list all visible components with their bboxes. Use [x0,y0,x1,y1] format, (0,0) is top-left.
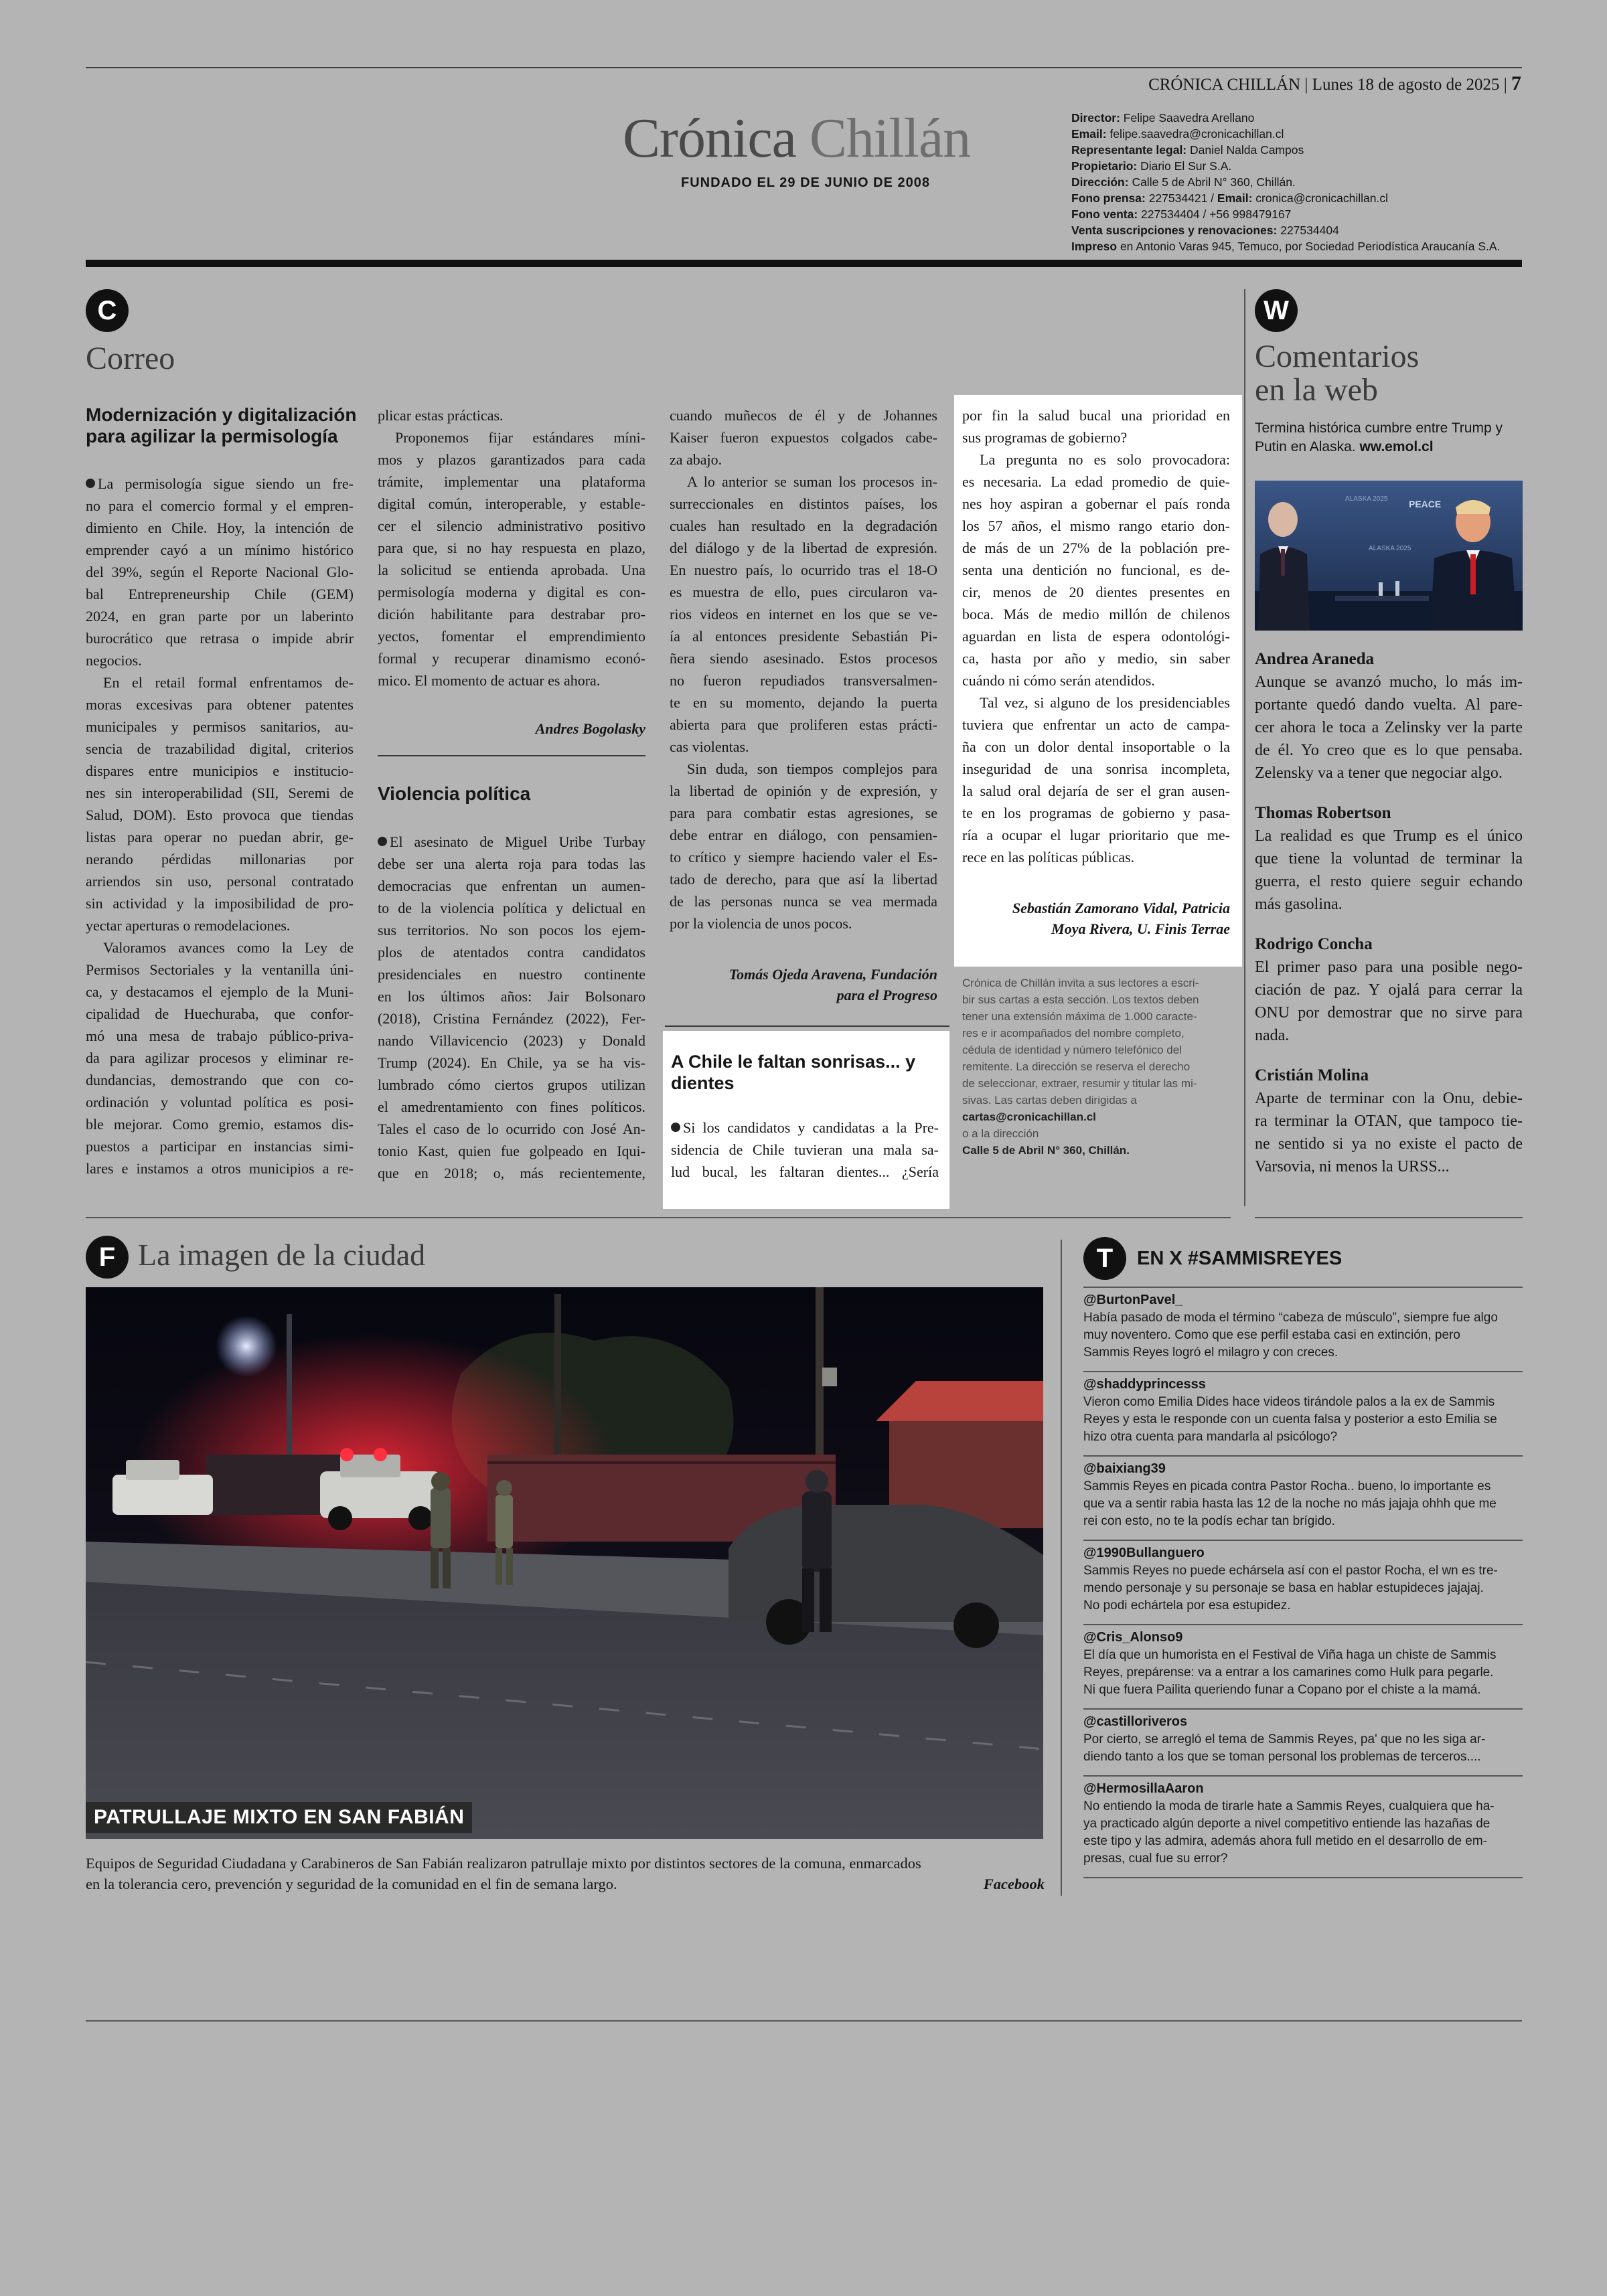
text-line: por fin la salud bucal una prioridad en [962,407,1230,424]
letter3-signature [962,898,1230,939]
tweet-line: Por cierto, se arregló el tema de Sammis Reyes, pa' que no les siga ar- [1083,1732,1486,1746]
letter2-signature-line1: Tomás Ojeda Aravena, Fundación [729,966,937,983]
letter1-signature: Andres Bogolasky [535,720,645,737]
text-line: no fueron repudiados transversalmen- [670,672,937,689]
text-line: para para combatir estas agresiones, se [670,805,937,821]
staff-line: Venta suscripciones y renovaciones: 227534404 [1071,224,1339,237]
text-line: cer el silencio administrativo positivo [378,517,645,534]
text-line: sus territorios. No son pocos los ejem- [378,922,645,938]
web-badge: W [1255,289,1298,332]
staff-line: Director: Felipe Saavedra Arellano [1071,111,1255,125]
photo-caption-line2: en la tolerancia cero, prevención y seguridad de la comunidad en el fin de semana largo. [86,1876,617,1892]
text-line: nando Villavicencio (2023) y Donald [378,1032,645,1049]
text-line: ordinación y voluntad política es posi- [86,1094,354,1111]
correo-badge: C [86,289,129,332]
comment-line: Zelensky va a tener que negociar algo. [1255,764,1503,782]
comment-line: ne sentido si ya no existe el pacto de [1255,1135,1523,1153]
text-line: moras excesivas para obtener patentes [86,696,354,713]
comment-line: ciación de paz. Y ojalá para cerrar la [1255,981,1523,999]
staff-box [1071,110,1500,254]
top-rule [86,67,1522,68]
tweet-divider [1083,1371,1523,1372]
letter3-signature-line2: Moya Rivera, U. Finis Terrae [1051,920,1230,937]
section-rule-left [86,1217,1231,1218]
web-intro [1255,419,1523,457]
folio-page: 7 [1511,72,1521,94]
text-line: mos y plazos garantizados para cada [378,451,645,468]
letter2-signature [670,964,937,1005]
text-line: lares e instamos a otros municipios a re- [86,1160,354,1177]
tweet-line: Sammis Reyes logró el milagro y con creces. [1083,1345,1338,1360]
text-line: listas para operar no puedan abrir, ge- [86,829,354,845]
text-line: es muestra de ello, pues circularon va- [670,584,937,600]
web-comment [1255,1064,1523,1178]
summit-photo-illustration [1255,481,1523,631]
tweet [1083,1375,1523,1446]
text-line: no para el comercio formal y el empren- [86,497,354,514]
letter-divider [665,1026,949,1027]
text-line: tuviera que enfrentar un acto de campa- [962,716,1230,733]
text-line: mico. El momento de actuar es ahora. [378,672,601,689]
text-line: cuales han resultado en la degradación [670,517,937,534]
web-title-line2: en la web [1255,372,1378,408]
tweet-line: Había pasado de moda el término “cabeza de músculo”, siempre fue algo [1083,1311,1498,1325]
tweet-line: Sammis Reyes no puede echársela así con el pastor Rocha, el wn es tre- [1083,1564,1498,1578]
web-title-line1: Comentarios [1255,339,1420,374]
text-line: sus programas de gobierno? [962,429,1128,446]
text-line: inseguridad de una sonrisa incompleta, [962,760,1230,777]
tweet-line: rei con esto, no te la podís echar tan brígido. [1083,1514,1336,1528]
photo-caption [86,1853,1045,1894]
web-comment [1255,933,1523,1047]
tweet-handle[interactable]: @baixiang39 [1083,1461,1166,1476]
letter1-headline: Modernización y digitalización para agilizar la permisología [86,404,357,446]
tweet-line: Sammis Reyes en picada contra Pastor Rocha.. bueno, lo importante es [1083,1479,1491,1493]
notice-email-link[interactable]: cartas@cronicachillan.cl [962,1111,1096,1123]
tweet-line: No entiendo la moda de tirarle hate a Sammis Reyes, cualquiera que ha- [1083,1799,1495,1813]
text-line: sin actividad y la imposibilidad de pro- [86,895,354,912]
text-line: por la violencia de unos pocos. [670,915,852,932]
text-line: En nuestro país, lo ocurrido tras el 18-O [670,562,937,578]
notice-line: Crónica de Chillán invita a sus lectores a escri- [962,977,1199,989]
text-line: debe ser una alerta roja para todas las [378,855,645,872]
text-line: la salud oral dejaría de ser el gran ausen- [962,783,1230,799]
notice-line: bir sus cartas a esta sección. Los textos deben [962,993,1199,1006]
text-line: bal Entrepreneurship Chile (GEM) [86,586,354,602]
tweet-divider [1083,1708,1523,1710]
text-line: rece en las políticas públicas. [962,849,1135,866]
comment-line: de él. Yo creo que es lo que pensaba. [1255,742,1523,759]
text-line: Tal vez, si alguno de los presidenciables [980,694,1230,711]
text-line: de las personas nunca se vea mermada [670,893,937,910]
letter2-headline: Violencia política [378,783,531,804]
city-photo [86,1287,1043,1839]
notice-line: tener una extensión máxima de 1.000 caracte- [962,1010,1197,1023]
twitter-badge: T [1083,1237,1126,1280]
text-line: La permisología sigue siendo un fre- [86,473,354,495]
bottom-rule [86,2020,1522,2022]
masthead-founded: FUNDADO EL 29 DE JUNIO DE 2008 [681,175,930,190]
text-line: dispares entre municipios e institucio- [86,762,354,779]
staff-line: Dirección: Calle 5 de Abril N° 360, Chillán. [1071,175,1296,189]
text-line: La pregunta no es solo provocadora: [980,451,1230,468]
text-line: da para agilizar procesos y eliminar re- [86,1050,354,1066]
comment-line: ONU por demostrar que no sirve para [1255,1004,1523,1021]
tweet-divider [1083,1877,1523,1878]
text-line: cas violentas. [670,738,749,755]
staff-line: Email: felipe.saavedra@cronicachillan.cl [1071,127,1284,141]
city-photo-illustration [86,1287,1043,1839]
text-line: en los últimos años: Jair Bolsonaro [378,988,645,1005]
text-line: nes hoy aspiran a gobernar el país ronda [962,495,1230,512]
text-line: tonio Kast, quien fue golpeado en Iqui- [378,1143,645,1159]
text-line: el amedrentamiento con fines políticos. [378,1098,645,1115]
text-line: rios videos en internet en los que se ve- [670,606,937,623]
tweet-handle[interactable]: @castilloriveros [1083,1714,1188,1729]
text-line: (2018), Cristina Fernández (2022), Fer- [378,1010,645,1027]
tweet-divider [1083,1540,1523,1541]
web-comment [1255,648,1523,785]
tweet [1083,1544,1523,1615]
text-line: Tales el caso de lo ocurrido con José An- [378,1121,645,1137]
text-line: yectos, fomentar el emprendimiento [378,628,645,645]
imagen-badge: F [86,1236,129,1279]
text-line: emprender cayó a un mínimo histórico [86,542,354,558]
text-line: dundancias, demostrando que con co- [86,1072,354,1088]
staff-line: Impreso en Antonio Varas 945, Temuco, por Sociedad Periodística Araucanía S.A. [1071,240,1501,253]
text-line: 2024, en gran parte por un laberinto [86,608,354,625]
letter1-body-continued [378,404,645,691]
tweet [1083,1779,1523,1868]
web-source-link[interactable]: ww.emol.cl [1355,439,1434,455]
notice-or: o a la dirección [962,1127,1039,1140]
tweet-divider [1083,1624,1523,1625]
letter-divider [378,755,645,756]
text-line: cir, menos de 20 dientes presentes en [962,584,1230,600]
tweet-line: El día que un humorista en el Festival de Viña haga un chiste de Sammis [1083,1648,1497,1662]
tweet-handle[interactable]: @1990Bullanguero [1083,1546,1205,1560]
text-line: ña con un dolor dental insoportable o la [962,738,1230,755]
comment-line: portante quedó dando vuelta. Al pare- [1255,696,1523,714]
tweet-line: No podi echártela por esa estupidez. [1083,1598,1291,1613]
section-rule-right [1255,1217,1523,1218]
notice-line: cédula de identidad y número telefónico del [962,1044,1182,1056]
summit-photo [1255,481,1523,631]
tweet-line: mendo personaje y su personaje se basa en hablar estupideces jajajaj. [1083,1581,1484,1595]
text-line: los 57 años, el mismo rango etario don- [962,517,1230,534]
tweet-divider [1083,1775,1523,1777]
text-line: para que, si no hay respuesta en plazo, [378,540,645,556]
text-line: Valoramos avances como la Ley de [103,939,354,956]
tweet-handle[interactable]: @BurtonPavel_ [1083,1293,1183,1307]
photo-backdrop-text-c: ALASKA 2025 [1369,545,1411,552]
text-line: que en 2018; o, más recientemente, [378,1165,645,1181]
text-line: ía al entonces presidente Sebastián Pi- [670,628,937,645]
web-intro-text: Termina histórica cumbre entre Trump y Putin en Alaska. [1255,420,1503,455]
text-line: permisología moderna y digital es con- [378,584,645,600]
comment-author: Andrea Araneda [1255,650,1375,668]
tweet-handle[interactable]: @Cris_Alonso9 [1083,1630,1183,1645]
letter3-body-continued [962,404,1230,868]
text-line: arriendos sin uso, personal contratado [86,873,354,890]
text-line: del 39%, según el Reporte Nacional Glo- [86,564,354,580]
staff-line: Propietario: Diario El Sur S.A. [1071,159,1232,173]
text-line: sidencia de Chile tuvieran una mala sa- [671,1141,939,1158]
comment-line: que tiene la voluntad de terminar la [1255,850,1523,868]
text-line: cipalidad de Huechuraba, que confor- [86,1005,354,1022]
text-line: abierta para que proliferen estas prácti- [670,716,937,733]
text-line: cuando muñecos de él y de Johannes [670,407,937,424]
tweet [1083,1628,1523,1699]
text-line: trámite, implementar una plataforma [378,473,645,490]
text-line: mó una mesa de trabajo público-priva- [86,1028,354,1044]
tweet [1083,1712,1523,1766]
text-line: sencia de trazabilidad digital, criterios [86,740,354,757]
tweet-line: muy noventero. Como que ese perfil estaba casi en extinción, pero [1083,1328,1460,1342]
tweet-divider [1083,1455,1523,1457]
tweet-line: Vieron como Emilia Dides hace videos tirándole palos a la ex de Sammis [1083,1395,1495,1409]
letter2-signature-line2: para el Progreso [836,987,937,1003]
photo-backdrop-text-b: PEACE [1409,499,1442,509]
text-line: Salud, DOM). Esto provoca que tiendas [86,807,354,823]
notice-line: remitente. La dirección se reserva el derecho [962,1060,1191,1073]
letters-notice [962,975,1230,1159]
twitter-title: EN X #SAMMISREYES [1137,1248,1343,1269]
text-line: del diálogo y de la libertad de expresión. [670,540,937,556]
text-line: Kaiser fueron expuestos colgados cabe- [670,429,937,446]
text-line: presidenciales en nuestro continente [378,966,645,983]
letter2-body [378,831,645,1184]
text-line: la solicitud se entienda aprobada. Una [378,562,645,578]
web-comments [1255,648,1523,1178]
text-line: cuándo ni cómo serán atendidos. [962,672,1155,689]
photo-caption-line1: Equipos de Seguridad Ciudadana y Carabineros de San Fabián realizaron patrullaje mixto por distintos sectores de la comuna, enmarcados [86,1855,921,1872]
text-line: es necesaria. La edad promedio de quie- [962,473,1230,490]
text-line: nes sin interoperabilidad (SII, Seremi de [86,785,354,801]
text-line: tado de derecho, para que así la libertad [670,871,937,888]
tweet-line: presas, cual fue su error? [1083,1852,1228,1866]
tweet-handle[interactable]: @HermosillaAaron [1083,1781,1204,1796]
text-line: Permisos Sectoriales y la ventanilla úni- [86,961,354,978]
notice-line: res e ir acompañados del nombre completo, [962,1027,1184,1040]
column-divider [1061,1240,1062,1896]
tweet-line: ya practicado algún deporte a nivel competitivo entiende las hazañas de [1083,1817,1490,1831]
letter2-body-continued [670,404,937,934]
bullet-icon [86,479,95,488]
text-line: dimiento en Chile. Hoy, la intención de [86,519,354,536]
photo-credit: Facebook [983,1876,1045,1892]
text-line: aguardan en lista de espera odontológi- [962,628,1230,645]
folio-publication: CRÓNICA CHILLÁN [1148,76,1301,94]
correo-title: Correo [86,341,175,376]
photo-tag: PATRULLAJE MIXTO EN SAN FABIÁN [86,1802,472,1833]
text-line: to de la violencia política y delictual en [378,900,645,916]
text-line: burocrático que retrasa o impide abrir [86,630,354,647]
text-line: te en los programas de gobierno y pasa- [962,805,1230,821]
imagen-title: La imagen de la ciudad [138,1238,426,1272]
text-line: plicar estas prácticas. [378,407,504,424]
text-line: negocios. [86,652,142,669]
masthead-name-b: Chillán [809,107,971,169]
text-line: ría a ocupar el lugar prioritario que me- [962,827,1230,843]
letter3-body [671,1117,939,1183]
tweet-line: Reyes y esta le responde con un cuenta falsa y posterior a esto Emilia se [1083,1412,1497,1426]
text-line: Proponemos fijar estándares míni- [395,429,645,446]
text-line: En el retail formal enfrentamos de- [103,674,354,691]
text-line: Si los candidatos y candidatas a la Pre- [671,1117,939,1139]
web-title [1255,340,1419,407]
tweet-line: hizo otra cuenta para mandarla al psicólogo? [1083,1430,1338,1444]
tweet-line: que va a sentir rabia hasta las 12 de la noche no más jajaja ohhh que me [1083,1497,1497,1511]
tweet-line: Reyes, prepárense: va a entrar a los camarines como Hulk para pegarle. [1083,1665,1494,1679]
text-line: ca, hasta por año y medio, sin saber [962,650,1230,667]
text-line: A lo anterior se suman los procesos in- [687,473,937,490]
staff-line: Fono venta: 227534404 / +56 998479167 [1071,208,1292,221]
bullet-icon [671,1123,680,1132]
column-divider [1244,289,1245,1206]
tweet-line: diendo tanto a los que se toman personal los problemas de terceros.... [1083,1750,1481,1764]
comment-line: ra terminar la OTAN, que tampoco tie- [1255,1113,1523,1130]
masthead-logo [623,106,970,171]
text-line: El asesinato de Miguel Uribe Turbay [378,831,645,853]
text-line: democracias que enfrentan un aumen- [378,878,645,894]
text-line: puestos a participar en instancias simi- [86,1138,354,1155]
tweet [1083,1459,1523,1530]
staff-line: Fono prensa: 227534421 / Email: cronica@cronicachillan.cl [1071,191,1388,205]
notice-line: de seleccionar, extraer, resumir y titular las mi- [962,1077,1197,1090]
comment-line: Varsovia, ni menos la URSS... [1255,1158,1450,1175]
tweet-line: Ni que fuera Pailita queriendo funar a Copano por el chiste a la mamá. [1083,1683,1481,1697]
text-line: te en su momento, dejando la puerta [670,694,937,711]
photo-backdrop-text-a: ALASKA 2025 [1345,495,1388,503]
tweet-line: este tipo y las admira, además ahora full metido en el desarrollo de em- [1083,1834,1488,1848]
text-line: surreccionales en distintos países, los [670,495,937,512]
text-line: yectar aperturas o remodelaciones. [86,917,291,934]
tweet [1083,1291,1523,1362]
text-line: dición habilitante para destrabar pro- [378,606,645,623]
comment-line: Aparte de terminar con la Onu, debie- [1255,1090,1523,1107]
text-line: municipales y permisos sanitarios, au- [86,718,354,735]
tweet-handle[interactable]: @shaddyprincesss [1083,1377,1206,1392]
text-line: formal y recuperar dinamismo econó- [378,650,645,667]
text-line: Trump (2024). En Chile, ya se ha vis- [378,1054,645,1071]
masthead-name-a: Crónica [623,107,810,169]
bullet-icon [378,837,387,846]
text-line: la libertad de opinión y de expresión, y [670,783,937,799]
notice-address: Calle 5 de Abril N° 360, Chillán. [962,1144,1130,1157]
folio: CRÓNICA CHILLÁN | Lunes 18 de agosto de 2025 | 7 [1148,72,1521,94]
text-line: digital común, interoperable, y estable- [378,495,645,512]
comment-author: Cristián Molina [1255,1066,1369,1084]
text-line: za abajo. [670,451,722,468]
text-line: de más de un 27% de la población pre- [962,540,1230,556]
text-line: senta una dentición no funcional, es de- [962,562,1230,578]
text-line: lud bucal, les faltaran dientes... ¿Sería [671,1163,939,1180]
staff-line: Representante legal: Daniel Nalda Campos [1071,143,1304,157]
comment-line: más gasolina. [1255,896,1343,913]
comment-line: La realidad es que Trump es el único [1255,827,1523,845]
comment-line: guerra, el resto quiere seguir echando [1255,873,1523,890]
comment-line: cer ahora le toca a Zelinsky ver la parte [1255,719,1523,736]
comment-line: Aunque se avanzó mucho, lo más im- [1255,673,1523,691]
tweet-divider [1083,1287,1523,1288]
letter3-signature-line1: Sebastián Zamorano Vidal, Patricia [1012,900,1230,916]
web-comment [1255,802,1523,916]
comment-author: Thomas Robertson [1255,804,1391,822]
letter1-body [86,473,354,1179]
text-line: lumbrado cómo ciertos grupos utilizan [378,1076,645,1093]
comment-line: El primer paso para una posible nego- [1255,959,1523,976]
text-line: boca. Más de medio millón de chilenos [962,606,1230,623]
text-line: ca, y destacamos el ejemplo de la Muni- [86,983,354,1000]
letter3-headline: A Chile le faltan sonrisas... y dientes [671,1052,916,1093]
text-line: to crítico y siempre haciendo valer el Es- [670,849,937,866]
comment-author: Rodrigo Concha [1255,935,1373,953]
text-line: Sin duda, son tiempos complejos para [687,760,937,777]
text-line: ñera siendo asesinado. Estos procesos [670,650,937,667]
text-line: debe entrar en diálogo, con pensamien- [670,827,937,843]
text-line: nerando pérdidas millonarias por [86,851,354,868]
text-line: ble mejorar. Como gremio, estamos dis- [86,1116,354,1133]
folio-date: Lunes 18 de agosto de 2025 [1312,76,1500,94]
header-thick-rule [86,260,1522,267]
notice-line: sivas. Las cartas deben dirigidas a [962,1094,1137,1106]
text-line: plos de atentados contra candidatos [378,944,645,961]
comment-line: nada. [1255,1027,1290,1044]
